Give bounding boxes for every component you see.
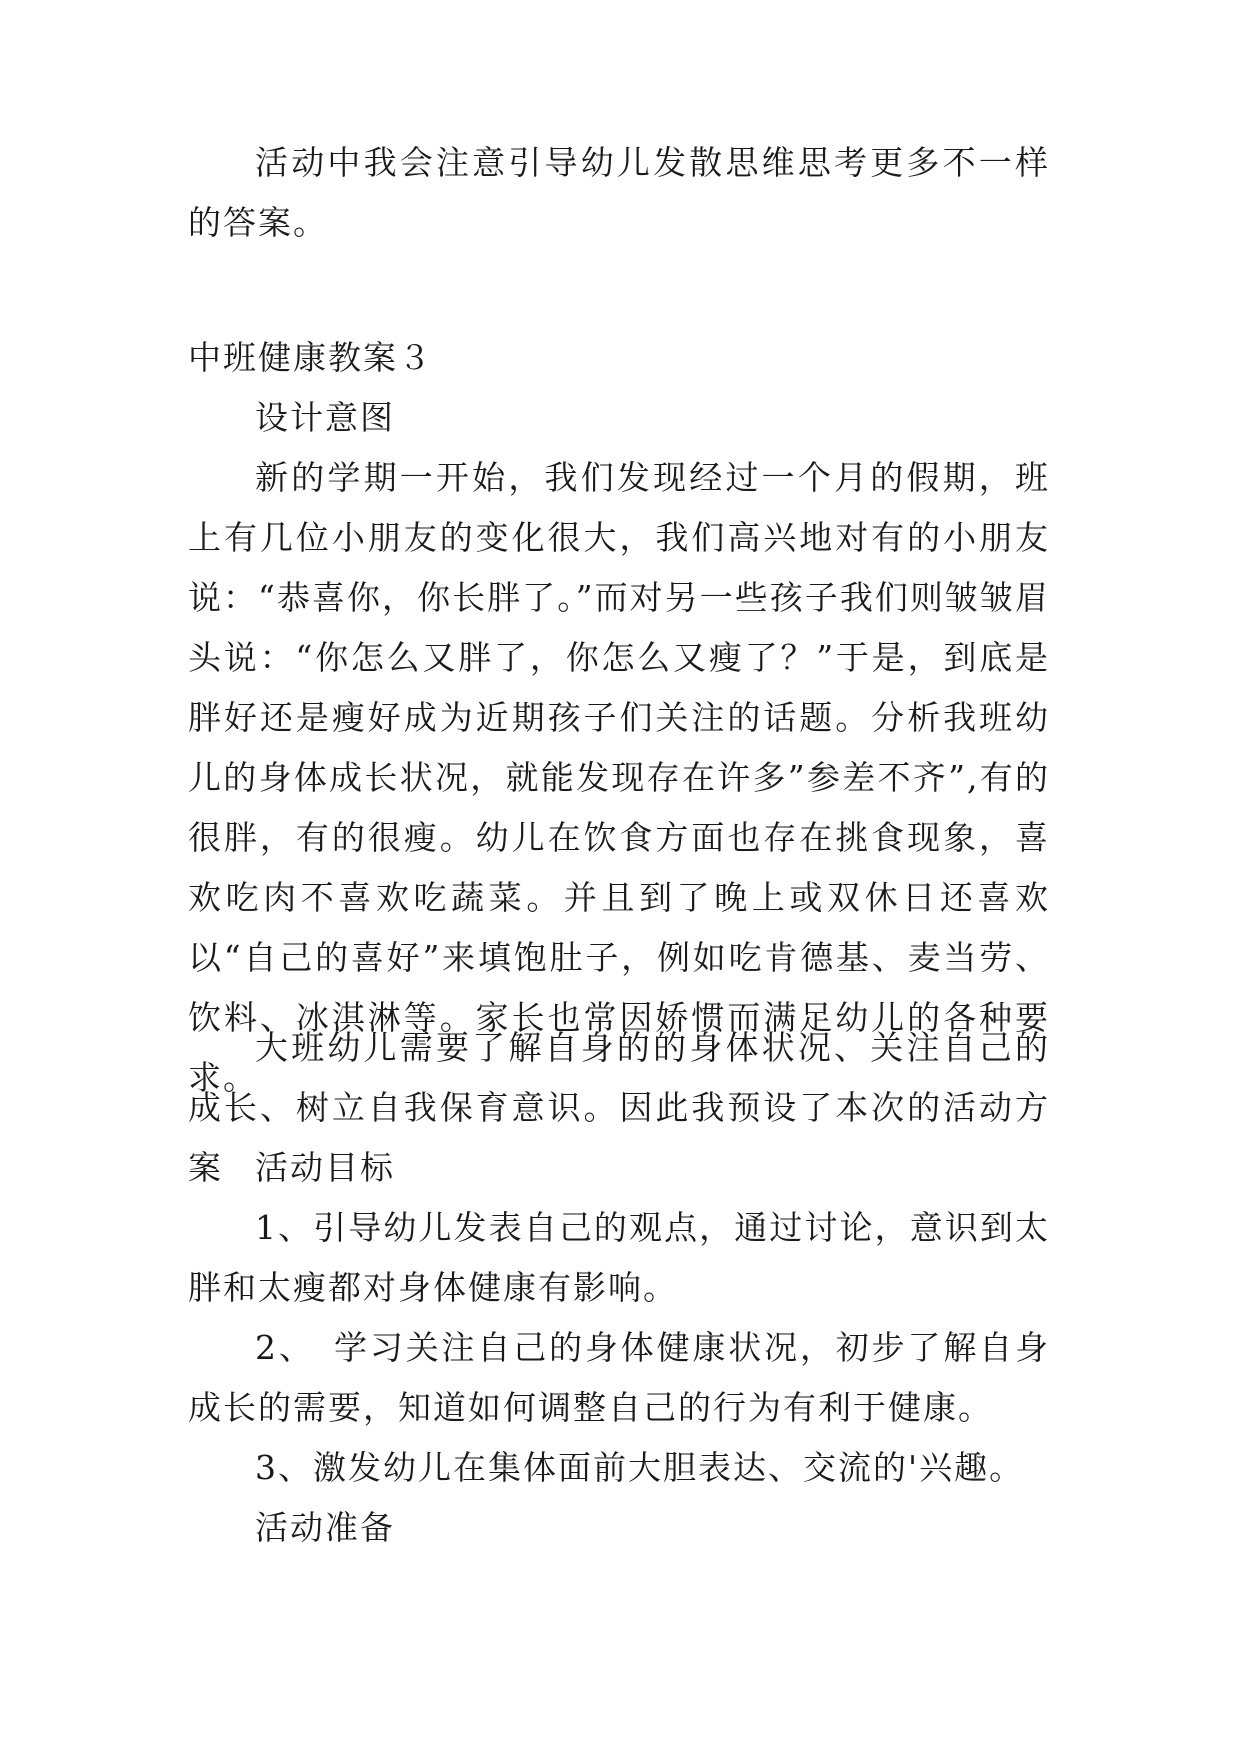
design-intent-heading: 设计意图 [255, 398, 395, 437]
preparation-heading: 活动准备 [255, 1508, 395, 1547]
goal-item-3: 3、激发幼儿在集体面前大胆表达、交流的'兴趣。 [255, 1448, 1025, 1487]
section-title: 中班健康教案３ [188, 338, 433, 377]
goal-item-1: 1、引导幼儿发表自己的观点，通过讨论，意识到太胖和太瘦都对身体健康有影响。 [188, 1208, 1050, 1307]
intro-paragraph: 活动中我会注意引导幼儿发散思维思考更多不一样的答案。 [188, 143, 1050, 242]
goal-item-2: 2、 学习关注自己的身体健康状况，初步了解自身成长的需要，知道如何调整自己的行为有利于健康。 [188, 1328, 1050, 1427]
goals-heading: 活动目标 [255, 1148, 395, 1187]
design-intent-paragraph-2: 大班幼儿需要了解自身的的身体状况、关注自己的成长、树立自我保育意识。因此我预设了本次的活动方案 [188, 1028, 1050, 1187]
design-intent-paragraph-1: 新的学期一开始，我们发现经过一个月的假期，班上有几位小朋友的变化很大，我们高兴地对有的小朋友说：“恭喜你，你长胖了。”而对另一些孩子我们则皱皱眉头说：“你怎么又胖了，你怎么又瘦了？”于是，到底是胖好还是瘦好成为近期孩子们关注的话题。分析我班幼儿的身体成长状况，就能发现存在许多”参差不齐”,有的很胖，有的很瘦。幼儿在饮食方面也存在挑食现象，喜欢吃肉不喜欢吃蔬菜。并且到了晚上或双休日还喜欢以“自己的喜好”来填饱肚子，例如吃肯德基、麦当劳、饮料、冰淇淋等。家长也常因娇惯而满足幼儿的各种要求。 [188, 458, 1050, 1097]
